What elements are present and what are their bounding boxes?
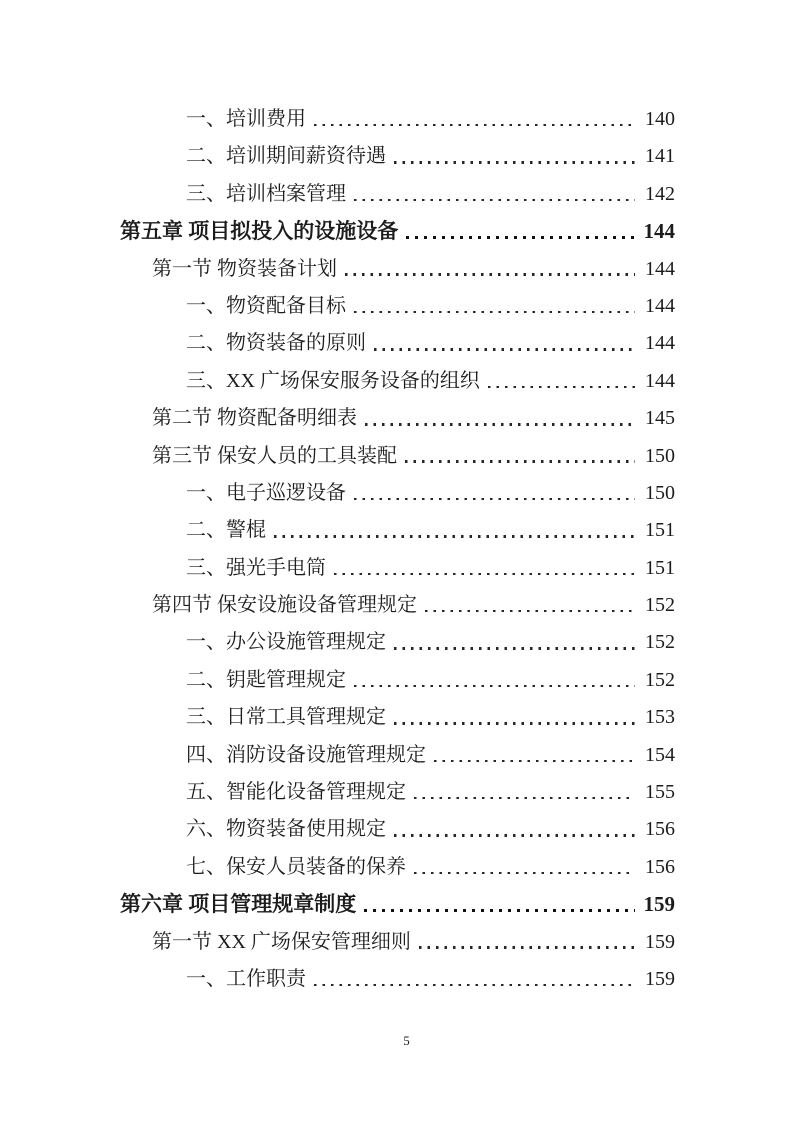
- toc-entry: [120, 251, 675, 288]
- toc-entry: [120, 811, 675, 848]
- toc-entry-title: 一、办公设施管理规定: [186, 631, 386, 654]
- toc-entry-page: 144: [645, 257, 675, 280]
- toc-dot-leader: [354, 288, 635, 325]
- toc-entry-title: 第一节 物资装备计划: [152, 257, 337, 280]
- toc-dot-leader: [364, 886, 635, 923]
- toc-dot-leader: [314, 101, 635, 138]
- toc-dot-leader: [365, 400, 635, 437]
- toc-entry: [120, 288, 675, 325]
- toc-entry: [120, 699, 675, 736]
- toc-entry-page: 140: [645, 108, 675, 130]
- toc-entry-title: 七、保安人员装备的保养: [186, 855, 406, 878]
- toc-entry: [120, 475, 675, 512]
- toc-entry: [120, 624, 675, 661]
- toc-entry-page: 150: [645, 481, 675, 504]
- toc-entry-title: 第二节 物资配备明细表: [152, 407, 357, 430]
- toc-dot-leader: [414, 774, 635, 811]
- toc-entry-page: 144: [645, 369, 675, 392]
- toc-entry-title: 五、智能化设备管理规定: [186, 781, 406, 804]
- toc-entry: [120, 363, 675, 400]
- toc-entry-page: 156: [645, 818, 675, 841]
- toc-entry: [120, 400, 675, 437]
- toc-entry-title: 第四节 保安设施设备管理规定: [152, 594, 417, 617]
- toc-entry-page: 159: [643, 892, 675, 917]
- toc-entry-title: 二、培训期间薪资待遇: [186, 145, 386, 168]
- page-footer: [0, 1033, 793, 1049]
- toc-entry-title: 二、物资装备的原则: [186, 332, 366, 355]
- toc-entry-page: 152: [645, 594, 675, 617]
- toc-dot-leader: [354, 475, 635, 512]
- toc-entry-page: 159: [645, 967, 675, 990]
- toc-dot-leader: [354, 662, 635, 699]
- toc-entry-page: 154: [645, 743, 675, 766]
- toc-entry: [120, 587, 675, 624]
- toc-entry-page: 144: [645, 332, 675, 355]
- toc-entry: [120, 138, 675, 175]
- toc-entry-page: 153: [645, 706, 675, 729]
- toc-entry: [120, 550, 675, 587]
- toc-entry: [120, 961, 675, 998]
- toc-dot-leader: [374, 325, 635, 362]
- toc-dot-leader: [394, 811, 635, 848]
- toc-dot-leader: [274, 512, 635, 549]
- toc-entry-title: 第一节 XX 广场保安管理细则: [152, 930, 411, 953]
- toc-entry-page: 151: [645, 556, 675, 579]
- toc-entry: [120, 849, 675, 886]
- toc-entry-title: 一、物资配备目标: [186, 294, 346, 317]
- toc-entry-page: 152: [645, 668, 675, 691]
- toc-entry: [120, 662, 675, 699]
- toc-entry-title: 一、电子巡逻设备: [186, 481, 346, 504]
- toc-entry-title: 四、消防设备设施管理规定: [186, 743, 426, 766]
- toc-dot-leader: [434, 737, 635, 774]
- toc-entry-title: 三、日常工具管理规定: [186, 706, 386, 729]
- toc-entry-page: 142: [645, 182, 675, 205]
- toc-dot-leader: [394, 138, 635, 175]
- toc-entry: [120, 886, 675, 923]
- toc-entry: [120, 176, 675, 213]
- toc-dot-leader: [406, 213, 635, 250]
- toc-entry-page: 152: [645, 631, 675, 654]
- toc-entry-page: 151: [645, 519, 675, 542]
- toc-entry-title: 三、XX 广场保安服务设备的组织: [186, 369, 480, 392]
- toc-entry-title: 三、培训档案管理: [186, 182, 346, 205]
- toc-dot-leader: [394, 699, 635, 736]
- toc-entry-page: 150: [645, 444, 675, 467]
- toc-dot-leader: [414, 849, 635, 886]
- toc-entry-page: 144: [645, 294, 675, 317]
- toc-entry: [120, 325, 675, 362]
- toc-entry-title: 二、钥匙管理规定: [186, 668, 346, 691]
- toc-entry: [120, 737, 675, 774]
- toc-dot-leader: [405, 438, 635, 475]
- toc-entry-page: 156: [645, 855, 675, 878]
- toc-list: [120, 101, 675, 998]
- toc-dot-leader: [425, 587, 635, 624]
- toc-dot-leader: [334, 550, 635, 587]
- toc-entry-page: 155: [645, 781, 675, 804]
- toc-entry-page: 144: [643, 219, 675, 244]
- toc-entry-page: 159: [645, 930, 675, 953]
- toc-dot-leader: [488, 363, 635, 400]
- toc-dot-leader: [419, 924, 635, 961]
- toc-entry-title: 一、工作职责: [186, 967, 306, 990]
- toc-entry-title: 第六章 项目管理规章制度: [120, 892, 357, 917]
- toc-dot-leader: [354, 176, 635, 213]
- toc-entry-title: 二、警棍: [186, 519, 266, 542]
- toc-dot-leader: [314, 961, 635, 998]
- toc-entry-page: 141: [645, 145, 675, 168]
- toc-entry-title: 一、培训费用: [186, 108, 306, 130]
- toc-entry: [120, 213, 675, 250]
- footer-page-number: 5: [403, 1033, 410, 1048]
- toc-entry: [120, 438, 675, 475]
- toc-entry-title: 六、物资装备使用规定: [186, 818, 386, 841]
- toc-entry: [120, 512, 675, 549]
- toc-entry-title: 三、强光手电筒: [186, 556, 326, 579]
- toc-entry: [120, 924, 675, 961]
- toc-entry: [120, 774, 675, 811]
- toc-entry: [120, 101, 675, 138]
- toc-entry-title: 第五章 项目拟投入的设施设备: [120, 219, 399, 244]
- toc-entry-page: 145: [645, 407, 675, 430]
- toc-dot-leader: [345, 251, 635, 288]
- toc-entry-title: 第三节 保安人员的工具装配: [152, 444, 397, 467]
- toc-dot-leader: [394, 624, 635, 661]
